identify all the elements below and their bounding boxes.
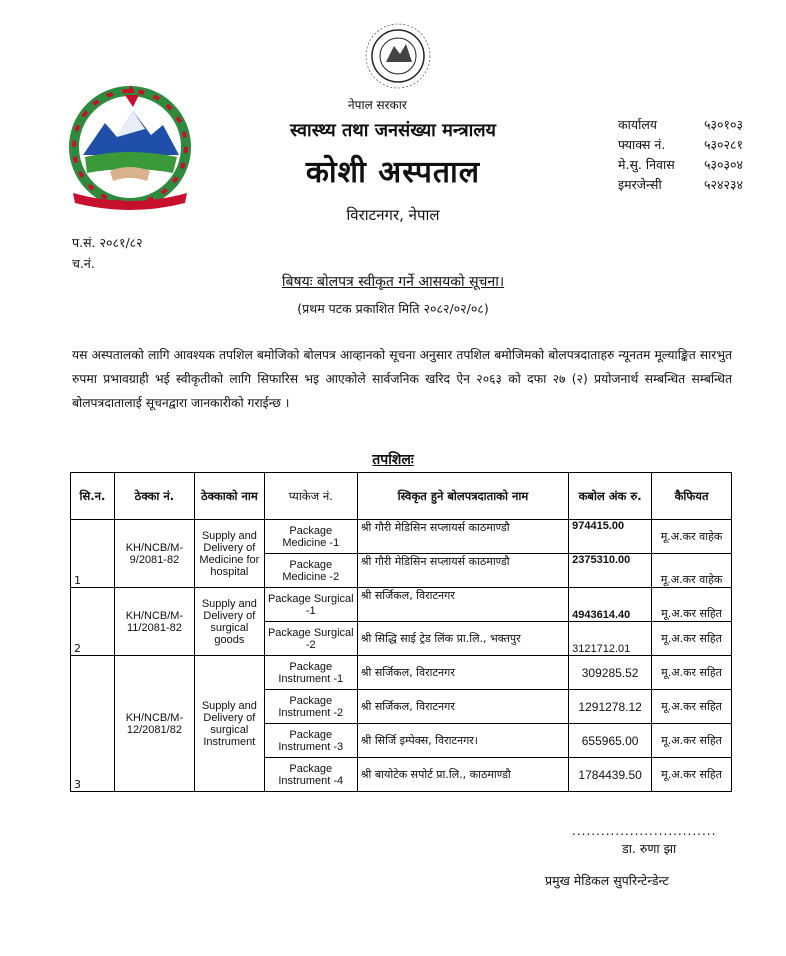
header-remarks: कैफियत bbox=[652, 473, 732, 520]
hospital-city: विराटनगर, नेपाल bbox=[346, 206, 440, 224]
contact-value: ५३०३०४ bbox=[704, 157, 744, 172]
contact-row bbox=[618, 155, 743, 175]
cell-amount: 4943614.40 bbox=[569, 588, 652, 622]
cell-remarks: मू.अ.कर सहित bbox=[652, 656, 732, 690]
cell-remarks: मू.अ.कर वाहेक bbox=[652, 520, 732, 554]
signature-line: .............................. bbox=[572, 824, 717, 838]
reference-cn: च.नं. bbox=[72, 256, 95, 271]
cell-amount: 3121712.01 bbox=[569, 622, 652, 656]
hospital-name: कोशी अस्पताल bbox=[305, 155, 481, 190]
table-row bbox=[71, 520, 732, 554]
contact-value: ५२४२३४ bbox=[704, 177, 744, 192]
cell-package: Package Instrument -1 bbox=[264, 656, 357, 690]
cell-sn: 1 bbox=[71, 520, 115, 588]
contact-row bbox=[618, 135, 743, 155]
cell-remarks: मू.अ.कर सहित bbox=[652, 588, 732, 622]
cell-package: Package Instrument -2 bbox=[264, 690, 357, 724]
cell-amount: 1784439.50 bbox=[569, 758, 652, 792]
contact-label: मे.सु. निवास bbox=[618, 157, 675, 172]
cell-contract-no: KH/NCB/M-11/2081-82 bbox=[114, 588, 194, 656]
cell-sn: 3 bbox=[71, 656, 115, 792]
cell-package: Package Instrument -3 bbox=[264, 724, 357, 758]
header-contract-no: ठेक्का नं. bbox=[114, 473, 194, 520]
cell-remarks: मू.अ.कर वाहेक bbox=[652, 554, 732, 588]
cell-amount: 974415.00 bbox=[569, 520, 652, 554]
cell-bidder: श्री गौरी मेडिसिन सप्लायर्स काठमाण्डौ bbox=[357, 554, 568, 588]
contact-list bbox=[618, 115, 743, 195]
contact-label: इमरजेन्सी bbox=[618, 177, 662, 192]
table-row bbox=[71, 656, 732, 690]
cell-bidder: श्री सर्जिकल, विराटनगर bbox=[357, 588, 568, 622]
seal-caption: नेपाल सरकार bbox=[348, 98, 407, 112]
cell-package: Package Medicine -1 bbox=[264, 520, 357, 554]
cell-package: Package Surgical -1 bbox=[264, 588, 357, 622]
contact-value: ५३०२८१ bbox=[704, 137, 744, 152]
cell-remarks: मू.अ.कर सहित bbox=[652, 724, 732, 758]
cell-bidder: श्री सर्जिकल, विराटनगर bbox=[357, 690, 568, 724]
cell-amount: 309285.52 bbox=[569, 656, 652, 690]
cell-remarks: मू.अ.कर सहित bbox=[652, 758, 732, 792]
cell-bidder: श्री सिद्धि साई ट्रेड लिंक प्रा.लि., भक्तपुर bbox=[357, 622, 568, 656]
details-heading: तपशिलः bbox=[372, 452, 414, 468]
signatory-name: डा. रुणा झा bbox=[622, 841, 677, 856]
cell-package: Package Surgical -2 bbox=[264, 622, 357, 656]
table-row bbox=[71, 588, 732, 622]
contact-label: कार्यालय bbox=[618, 117, 658, 132]
reference-block bbox=[72, 232, 143, 274]
cell-contract-name: Supply and Delivery of surgical Instrument bbox=[194, 656, 264, 792]
contact-label: फ्याक्स नं. bbox=[618, 137, 666, 152]
cell-amount: 2375310.00 bbox=[569, 554, 652, 588]
cell-bidder: श्री गौरी मेडिसिन सप्लायर्स काठमाण्डौ bbox=[357, 520, 568, 554]
cell-amount: 1291278.12 bbox=[569, 690, 652, 724]
cell-remarks: मू.अ.कर सहित bbox=[652, 690, 732, 724]
notice-subject-text: बिषयः बोलपत्र स्वीकृत गर्ने आसयको सूचना। bbox=[281, 274, 505, 290]
header-amount: कबोल अंक रु. bbox=[569, 473, 652, 520]
header-sn: सि.न. bbox=[71, 473, 115, 520]
bid-table bbox=[70, 472, 732, 792]
publication-date: (प्रथम पटक प्रकाशित मिति २०८२/०२/०८) bbox=[297, 301, 489, 316]
table-header-row bbox=[71, 473, 732, 520]
cell-contract-no: KH/NCB/M-12/2081/82 bbox=[114, 656, 194, 792]
cell-package: Package Medicine -2 bbox=[264, 554, 357, 588]
cell-contract-name: Supply and Delivery of surgical goods bbox=[194, 588, 264, 656]
cell-contract-no: KH/NCB/M-9/2081-82 bbox=[114, 520, 194, 588]
contact-row bbox=[618, 175, 743, 195]
cell-amount: 655965.00 bbox=[569, 724, 652, 758]
cell-bidder: श्री सर्जिकल, विराटनगर bbox=[357, 656, 568, 690]
contact-row bbox=[618, 115, 743, 135]
notice-subject bbox=[0, 272, 786, 291]
cell-package: Package Instrument -4 bbox=[264, 758, 357, 792]
reference-ps: प.सं. २०८१/८२ bbox=[72, 235, 143, 250]
cell-bidder: श्री बायोटेक सपोर्ट प्रा.लि., काठमाण्डौ bbox=[357, 758, 568, 792]
header-bidder: स्विकृत हुने बोलपत्रदाताको नाम bbox=[357, 473, 568, 520]
cell-sn: 2 bbox=[71, 588, 115, 656]
cell-contract-name: Supply and Delivery of Medicine for hospital bbox=[194, 520, 264, 588]
header-contract-name: ठेक्काको नाम bbox=[194, 473, 264, 520]
cell-remarks: मू.अ.कर सहित bbox=[652, 622, 732, 656]
signatory-title: प्रमुख मेडिकल सुपरिन्टेन्डेन्ट bbox=[545, 873, 669, 888]
contact-value: ५३०१०३ bbox=[704, 117, 744, 132]
cell-bidder: श्री सिर्जि इम्पेक्स, विराटनगर। bbox=[357, 724, 568, 758]
notice-body: यस अस्पतालको लागि आवश्यक तपशिल बमोजिको बोलपत्र आव्हानको सूचना अनुसार तपशिल बमोजिमको बोलपत्रदाताहरु न्यूनतम मूल्याङ्कित सारभुत रुपमा प्रभावग्राही भई स्वीकृतीको लागि सिफारिस भइ आएकोले सार्वजनिक खरिद ऐन २०६३ को दफा २७ (२) प्रयोजनार्थ सम्बन्धित सम्बन्धित बोलपत्रदातालाई सूचनद्वारा जानकारीको गराईन्छ । bbox=[72, 348, 732, 410]
ministry-name: स्वास्थ्य तथा जनसंख्या मन्त्रालय bbox=[290, 120, 496, 141]
header-package: प्याकेज नं. bbox=[264, 473, 357, 520]
government-seal-logo bbox=[350, 18, 445, 103]
